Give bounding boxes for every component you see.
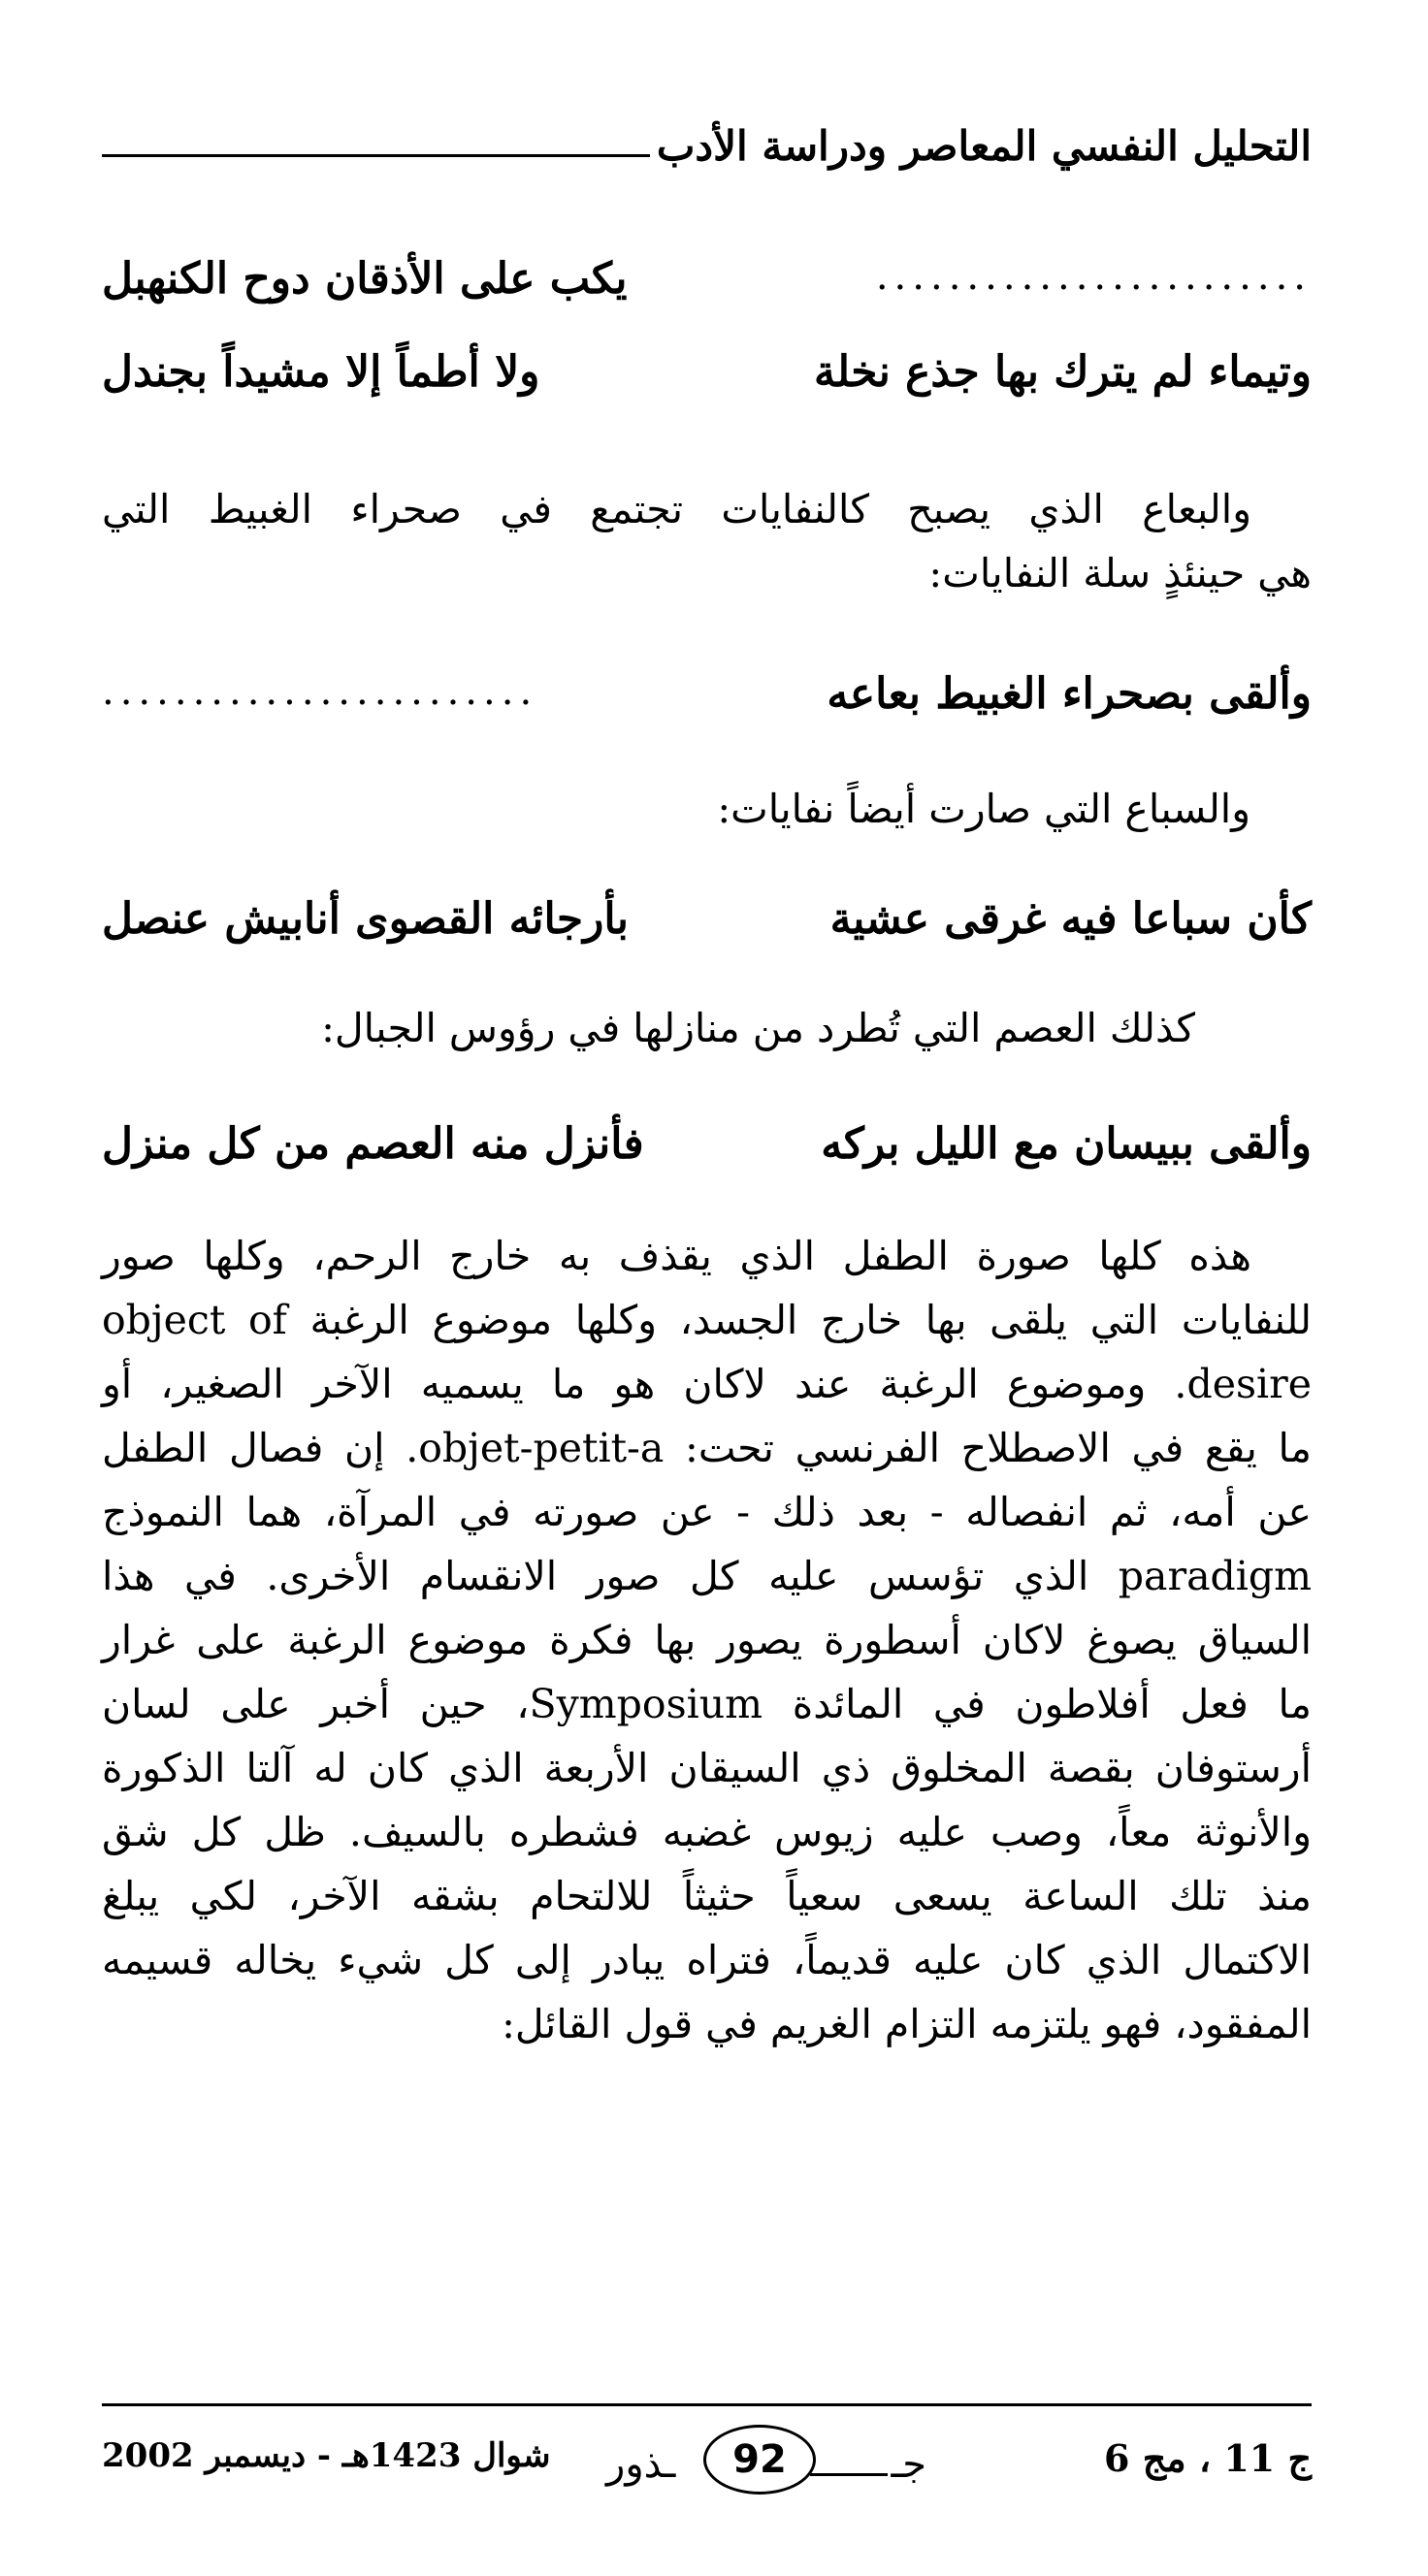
paragraph-line: المفقود، فهو يلتزمه التزام الغريم في قول القائل:	[502, 2001, 1312, 2047]
paragraph-line: والأنوثة معاً، وصب عليه زيوس غضبه فشطره بالسيف. ظل كل شق	[102, 1809, 1312, 1855]
ellipsis-placeholder: ........................	[102, 669, 538, 714]
paragraph-line: هي حينئذٍ سلة النفايات:	[928, 550, 1312, 596]
verse-line	[102, 669, 1312, 737]
verse-second-hemistich: بأرجائه القصوى أنابيش عنصل	[102, 894, 630, 944]
paragraph-line: ما فعل أفلاطون في المائدة Symposium، حين أخبر على لسان	[102, 1681, 1312, 1727]
issue-date: شوال 1423هـ - ديسمبر 2002	[102, 2436, 551, 2475]
verse-line	[102, 894, 1312, 962]
journal-page-marker	[606, 2415, 926, 2502]
journal-name-start: جـ	[891, 2442, 926, 2487]
paragraph-line: هذه كلها صورة الطفل الذي يقذف به خارج الرحم، وكلها صور	[102, 1233, 1251, 1279]
paragraph-line: الاكتمال الذي كان عليه قديماً، فتراه يبادر إلى كل شيء يخاله قسيمه	[102, 1937, 1312, 1983]
verse-line	[102, 254, 1312, 322]
journal-rule-left	[810, 2473, 839, 2476]
page-footer	[102, 2405, 1312, 2512]
verse-first-hemistich: وتيماء لم يترك بها جذع نخلة	[814, 347, 1312, 397]
verse-line	[102, 347, 1312, 415]
paragraph-line: أرستوفان بقصة المخلوق ذي السيقان الأربعة الذي كان له آلتا الذكورة	[102, 1745, 1312, 1791]
paragraph	[102, 1224, 1312, 2056]
verse-first-hemistich: وألقى بصحراء الغبيط بعاعه	[827, 669, 1312, 719]
paragraph: كذلك العصم التي تُطرد من منازلها في رؤوس الجبال:	[321, 1005, 1195, 1051]
verse-second-hemistich: يكب على الأذقان دوح الكنهبل	[102, 254, 628, 304]
verse-first-hemistich: وألقى ببيسان مع الليل بركه	[821, 1119, 1312, 1169]
paragraph-line: منذ تلك الساعة يسعى سعياً حثيثاً للالتحام بشقه الآخر، لكي يبلغ	[102, 1873, 1312, 1919]
paragraph-line: والبعاع الذي يصبح كالنفايات تجتمع في صحراء الغبيط التي	[102, 486, 1251, 532]
verse-line	[102, 1119, 1312, 1187]
ellipsis-placeholder: ........................	[875, 254, 1312, 299]
paragraph-line: السياق يصوغ لاكان أسطورة يصور بها فكرة موضوع الرغبة على غرار	[102, 1617, 1312, 1663]
header-rule	[102, 154, 650, 157]
journal-name-end: ـذور	[606, 2442, 676, 2487]
paragraph-line: ما يقع في الاصطلاح الفرنسي تحت: objet-petit-a. إن فصال الطفل	[102, 1425, 1312, 1471]
verse-second-hemistich: فأنزل منه العصم من كل منزل	[102, 1119, 644, 1169]
verse-first-hemistich: كأن سباعا فيه غرقى عشية	[829, 894, 1312, 944]
paragraph-line: عن أمه، ثم انفصاله - بعد ذلك - عن صورته في المرآة، هما النموذج	[102, 1489, 1312, 1535]
running-header-title: التحليل النفسي المعاصر ودراسة الأدب	[656, 122, 1312, 170]
paragraph-line: desire. وموضوع الرغبة عند لاكان هو ما يسميه الآخر الصغير، أو	[102, 1361, 1312, 1407]
volume-issue: ج 11 ، مج 6	[1104, 2436, 1312, 2480]
running-header	[102, 114, 1312, 182]
paragraph	[102, 477, 1312, 605]
paragraph: والسباع التي صارت أيضاً نفايات:	[717, 786, 1250, 832]
paragraph-line: paradigm الذي تؤسس عليه كل صور الانقسام الأخرى. في هذا	[102, 1553, 1312, 1599]
paragraph-line: للنفايات التي يلقى بها خارج الجسد، وكلها موضوع الرغبة object of	[102, 1297, 1312, 1343]
verse-second-hemistich: ولا أطماً إلا مشيداً بجندل	[102, 347, 540, 397]
page-number: 92	[703, 2425, 816, 2495]
